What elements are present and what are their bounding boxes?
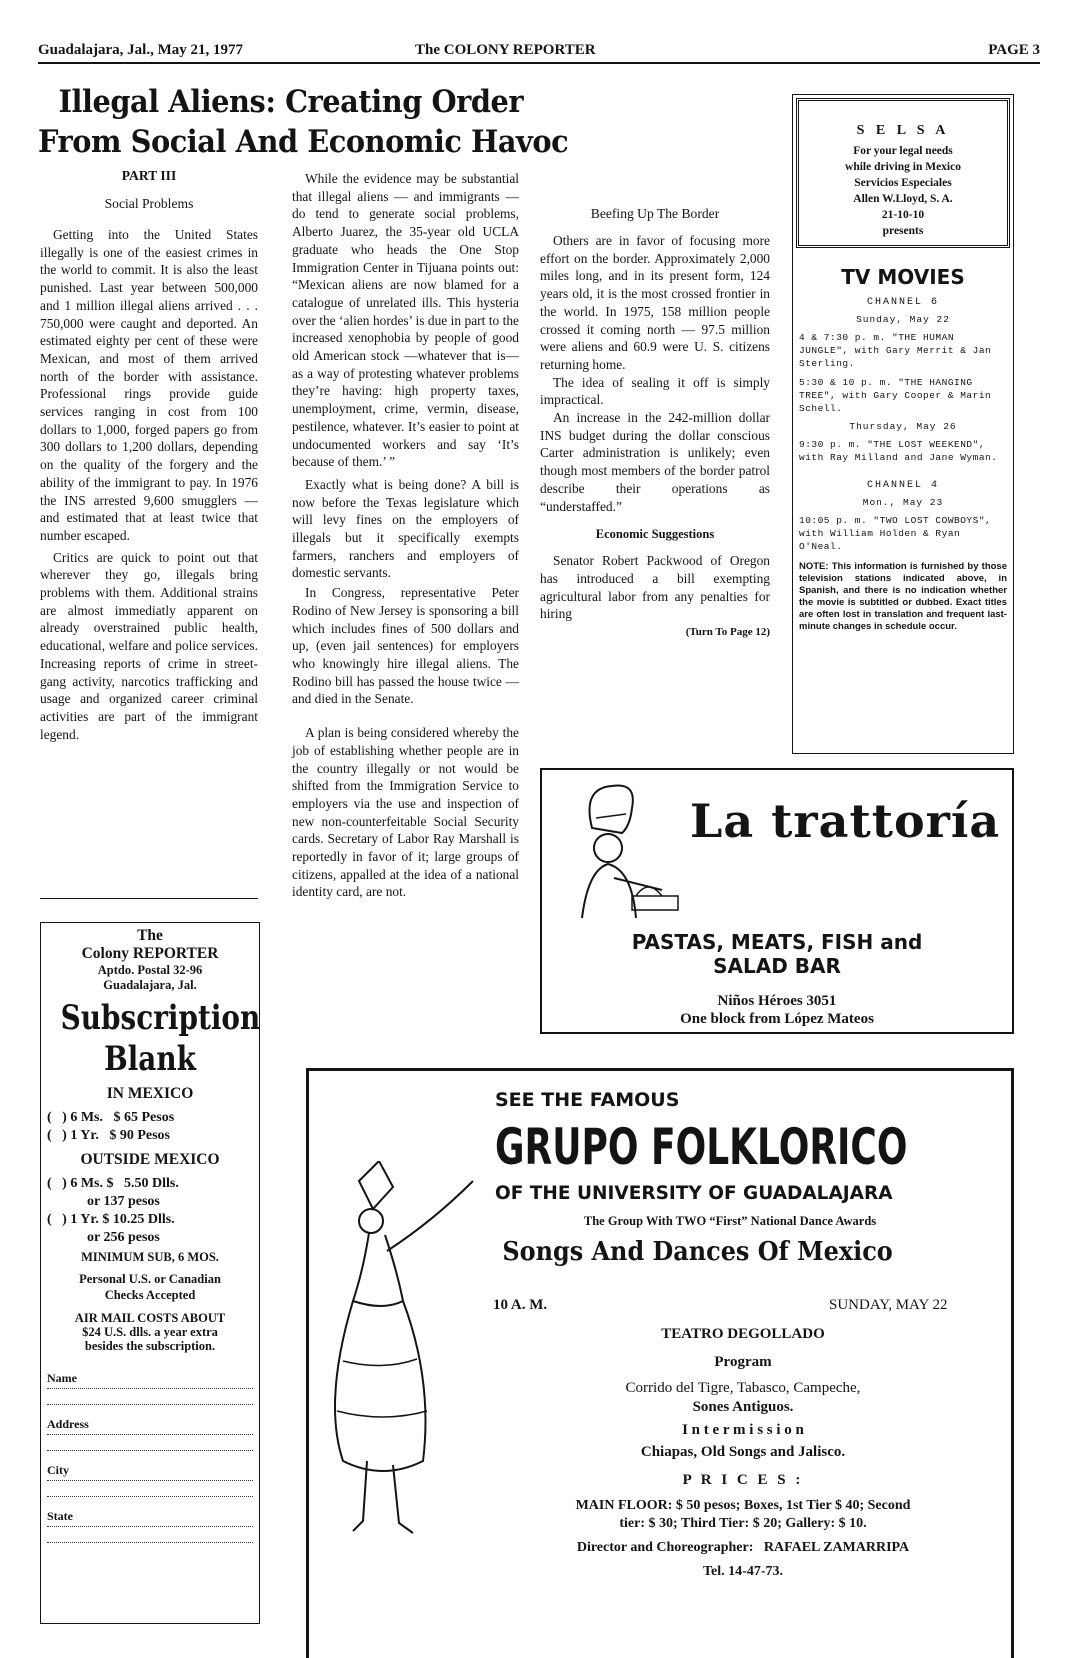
folk-awards: The Group With TWO “First” National Dance Awards: [583, 1214, 877, 1228]
sub-address-label: Address: [47, 1417, 89, 1431]
sub-checks-1: Personal U.S. or Canadian: [79, 1272, 221, 1286]
selsa-line-4: Allen W.Lloyd, S. A.: [853, 193, 953, 205]
tv-listing: 4 & 7:30 p. m. "THE HUMAN JUNGLE", with Gary Merrit & Jan Sterling.: [799, 332, 992, 369]
article-paragraph: Getting into the United States illegally is one of the easiest crimes in the world to commit. It is also the least punished. Last year between 500,000 and 1 million illegal aliens arrived . . . 750,000 were caught and deported. An estimated eighty per cent of these were Mexican, and most of them arrived north of the border with assistance. Professional rings provide guide services ranging in cost from 100 dollars to 1,000, forged papers go from 300 dollars to 1,200 dollars, depending on the quality of the forgery and the ability of the immigrant to pay. In 1976 the INS arrested 9,600 smugglers — and estimated that at least twice that number escaped.: [40, 227, 258, 543]
folk-venue: TEATRO DEGOLLADO: [661, 1326, 825, 1342]
folk-program-2: Sones Antiguos.: [692, 1399, 794, 1415]
sub-air-1: AIR MAIL COSTS ABOUT: [74, 1311, 226, 1325]
article-paragraph: Senator Robert Packwood of Oregon has introduced a bill exempting agricultural labor from any penalties for hiring: [540, 553, 770, 622]
sub-option-out-1yr[interactable]: ( ) 1 Yr. $ 10.25 Dlls.: [47, 1212, 175, 1227]
tv-day-1: Sunday, May 22: [856, 314, 950, 325]
sub-title-2: Blank: [104, 1039, 196, 1079]
sub-address-field[interactable]: [47, 1405, 253, 1435]
headline-line-1: Illegal Aliens: Creating Order: [58, 84, 524, 120]
folk-price-1: MAIN FLOOR: $ 50 pesos; Boxes, 1st Tier $ 40; Second: [575, 1498, 911, 1513]
sub-option-mx-6ms[interactable]: ( ) 6 Ms. $ 65 Pesos: [47, 1110, 175, 1125]
folk-program-1: Corrido del Tigre, Tabasco, Campeche,: [625, 1380, 861, 1396]
grupo-folklorico-ad: [306, 1068, 1014, 1658]
sub-city-field[interactable]: [47, 1451, 253, 1481]
sub-state-line-2[interactable]: [47, 1527, 253, 1543]
selsa-name: S E L S A: [856, 123, 950, 138]
sub-air-3: besides the subscription.: [84, 1339, 216, 1353]
sub-state-label: State: [47, 1509, 73, 1523]
chef-illustration: [552, 778, 682, 928]
tv-day-2: Thursday, May 26: [849, 421, 957, 432]
trattoria-ad: [540, 768, 1014, 1034]
trattoria-name: La trattoría: [690, 794, 1001, 848]
folk-program-3: Chiapas, Old Songs and Jalisco.: [640, 1444, 846, 1460]
turn-to-page[interactable]: (Turn To Page 12): [685, 626, 770, 639]
folk-price-2: tier: $ 30; Third Tier: $ 20; Gallery: $ 10.: [619, 1516, 867, 1531]
sub-in-mexico: IN MEXICO: [106, 1085, 194, 1102]
article-paragraph: In Congress, representative Peter Rodino of New Jersey is sponsoring a bill which includes fines of 500 dollars and up, (even jail sentences) for employers who knowingly hire illegal aliens. The Rodino bill has passed the house twice — and died in the Senate.: [292, 585, 519, 707]
folk-title: GRUPO FOLKLORICO: [495, 1118, 908, 1176]
dateline: Guadalajara, Jal., May 21, 1977: [38, 42, 243, 58]
folk-director: Director and Choreographer: RAFAEL ZAMARRIPA: [576, 1540, 910, 1555]
sub-name-field[interactable]: [47, 1359, 253, 1389]
sub-paper-name: Colony REPORTER: [81, 945, 219, 962]
article-column-3: [540, 170, 770, 638]
article-paragraph: Exactly what is being done? A bill is now before the Texas legislature which will levy fines on the employers of illegals but it specifically exempts farmers, ranchers and employers of domestic servants.: [292, 476, 519, 581]
section-heading-social-problems: Social Problems: [104, 196, 194, 211]
page-number: PAGE 3: [988, 42, 1040, 58]
column-rule: [40, 898, 258, 899]
article-paragraph: A plan is being considered whereby the job of establishing whether people are in the country illegally or not would be shifted from the Immigration Service to employers via the use and inspection of new non-counterfeitable Social Security cards. Secretary of Labor Ray Marshall is reportedly in favor of it; large groups of citizens, appalled at the idea of a national identity card, are not.: [292, 725, 519, 900]
section-heading-border: Beefing Up The Border: [590, 206, 720, 221]
paper-name: The COLONY REPORTER: [415, 42, 596, 58]
sub-state-field[interactable]: [47, 1497, 253, 1527]
folk-university: OF THE UNIVERSITY OF GUADALAJARA: [495, 1183, 893, 1204]
article-paragraph: An increase in the 242-million dollar INS budget during the dollar conscious Carter administration is unlikely; even though most members of the border patrol describe their operations as “understaffed.”: [540, 410, 770, 514]
folk-intermission: I n t e r m i s s i o n: [682, 1422, 804, 1438]
section-heading-economic: Economic Suggestions: [595, 527, 715, 542]
trattoria-directions: One block from López Mateos: [680, 1011, 874, 1027]
sub-checks-2: Checks Accepted: [104, 1288, 196, 1302]
headline-line-2: From Social And Economic Havoc: [38, 124, 569, 160]
selsa-presents: presents: [882, 225, 924, 237]
part-label: PART III: [121, 168, 177, 183]
selsa-line-3: Servicios Especiales: [854, 177, 952, 189]
tv-listing: 9:30 p. m. "THE LOST WEEKEND", with Ray Milland and Jane Wyman.: [799, 439, 998, 463]
sub-the: The: [137, 927, 163, 944]
channel-6-heading: CHANNEL 6: [866, 297, 939, 308]
sub-title-1: Subscription: [60, 998, 261, 1038]
selsa-line-1: For your legal needs: [853, 145, 953, 157]
masthead-rule: [38, 62, 1040, 64]
sub-option-out-6ms-pesos: or 137 pesos: [87, 1194, 160, 1209]
sub-option-out-6ms[interactable]: ( ) 6 Ms. $ 5.50 Dlls.: [47, 1176, 179, 1191]
tv-day-3: Mon., May 23: [862, 497, 944, 508]
tv-movies-title: TV MOVIES: [841, 265, 965, 289]
sub-city-line-2[interactable]: [47, 1481, 253, 1497]
sub-air-2: $24 U.S. dlls. a year extra: [82, 1325, 218, 1339]
sub-city: Guadalajara, Jal.: [103, 978, 197, 992]
article-column-2: [292, 170, 519, 901]
selsa-phone: 21-10-10: [881, 209, 925, 221]
folk-date: SUNDAY, MAY 22: [829, 1297, 948, 1313]
sub-outside-mexico: OUTSIDE MEXICO: [80, 1151, 220, 1168]
sub-name-label: Name: [47, 1371, 77, 1385]
dancer-illustration: [323, 1161, 493, 1601]
folk-prices: P R I C E S :: [682, 1472, 804, 1488]
folk-see: SEE THE FAMOUS: [495, 1089, 680, 1111]
tv-listing: 10:05 p. m. "TWO LOST COWBOYS", with William Holden & Ryan O'Neal.: [799, 515, 992, 552]
trattoria-line-1: PASTAS, MEATS, FISH and: [631, 930, 923, 954]
sub-postal-box: Aptdo. Postal 32-96: [97, 963, 203, 977]
article-column-1: [40, 168, 258, 743]
sub-city-label: City: [47, 1463, 69, 1477]
trattoria-address: Niños Héroes 3051: [717, 993, 837, 1009]
tv-listing: 5:30 & 10 p. m. "THE HANGING TREE", with Gary Cooper & Marin Schell.: [799, 377, 992, 414]
folk-songs: Songs And Dances Of Mexico: [502, 1237, 893, 1267]
sub-name-line-2[interactable]: [47, 1389, 253, 1405]
sub-minimum: MINIMUM SUB, 6 MOS.: [81, 1250, 219, 1264]
sub-address-line-2[interactable]: [47, 1435, 253, 1451]
selsa-tv-movies-box: [792, 94, 1014, 754]
article-paragraph: Others are in favor of focusing more effort on the border. Approximately 2,000 miles long, and in its present form, 124 years old, it is the most crossed frontier in the world. In 1975, 158 million people crossed it coming north — 97.5 million were aliens and 60.9 were U. S. citizens returning home.: [540, 233, 770, 372]
folk-program: Program: [714, 1354, 772, 1370]
folk-time: 10 A. M.: [493, 1297, 548, 1313]
article-paragraph: The idea of sealing it off is simply impractical.: [540, 374, 770, 408]
selsa-line-2: while driving in Mexico: [845, 161, 961, 173]
trattoria-line-2: SALAD BAR: [713, 954, 841, 978]
sub-option-mx-1yr[interactable]: ( ) 1 Yr. $ 90 Pesos: [47, 1128, 171, 1143]
channel-4-heading: CHANNEL 4: [866, 480, 939, 491]
article-headline: [38, 82, 569, 162]
article-paragraph: Critics are quick to point out that wherever they go, illegals bring problems with them. Additional strains are almost immediatly apparent on already overstrained public health, educational, welfare and police services. Increasing reports of crime in street-gang activity, narcotics trafficking and usage and organized career criminal activities are part of the immigrant legend.: [40, 549, 258, 742]
article-paragraph: While the evidence may be substantial that illegal aliens — and immigrants — do tend to generate social problems, Alberto Juarez, the 35-year old UCLA graduate who heads the One Stop Immigration Center in Tijuana points out: “Mexican aliens are now blamed for a catalogue of unrelated ills. This hysteria over the ‘alien hordes’ is due in part to the increased xenophobia by people of good old American stock —whatever that is— as a way of protesting whatever problems they’re having: high property taxes, unemployment, crime, vermin, disease, pestilence, whatever. It’s easier to point at undocumented workers and say ‘It’s because of them.’ ”: [292, 171, 519, 470]
folk-tel: Tel. 14-47-73.: [703, 1564, 783, 1579]
sub-option-out-1yr-pesos: or 256 pesos: [87, 1230, 160, 1245]
subscription-blank: [40, 922, 260, 1624]
tv-note: NOTE: This information is furnished by those television stations indicated above, in Spanish, and there is no indication whether the movie is subtitled or dubbed. Exact titles are often lost in translation and frequent last-minute changes in schedule occur.: [799, 561, 1007, 632]
